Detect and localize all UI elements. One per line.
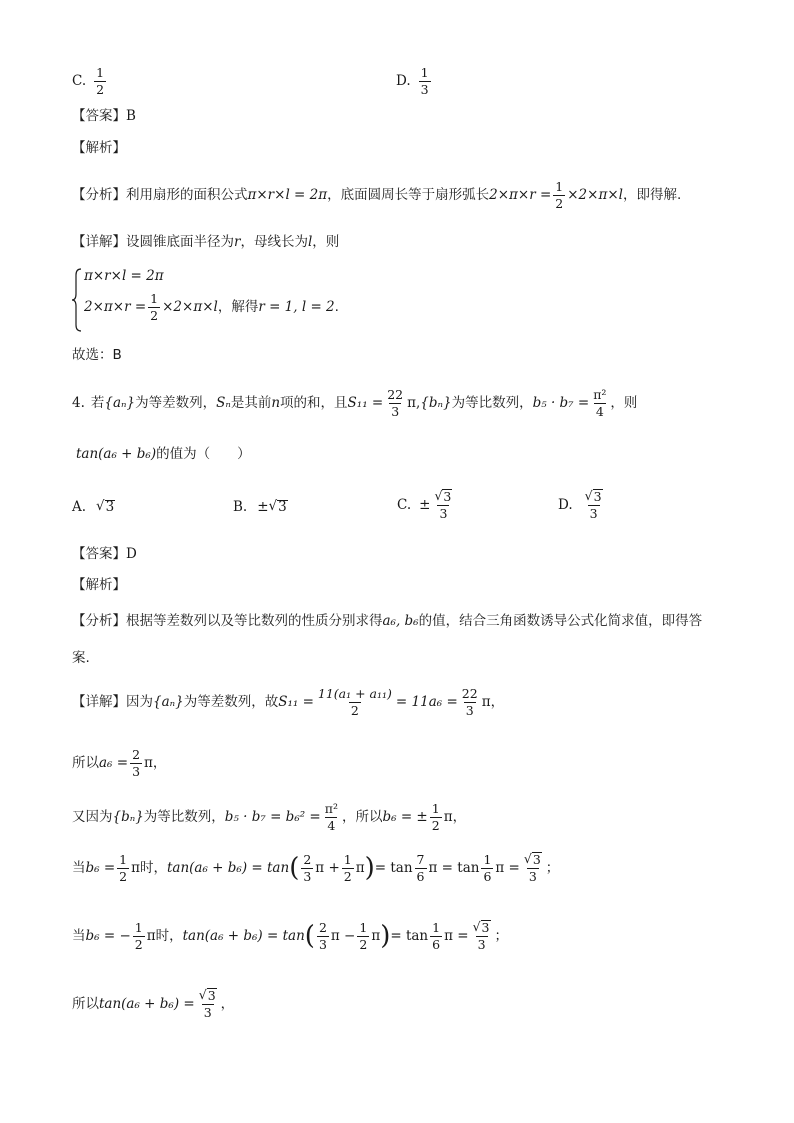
fraction [148, 292, 160, 324]
q4-answer [72, 548, 137, 562]
denominator: 6 [483, 868, 492, 884]
radicand: 3 [532, 852, 541, 867]
text: 所以 [72, 995, 99, 1012]
text: ，所以 [341, 809, 383, 826]
numerator: 2 [318, 919, 327, 935]
text: 的值为（ ） [156, 446, 251, 462]
q4-a6 [72, 748, 166, 780]
math: tan(a₆ + b₆) = tan [167, 859, 290, 876]
math: π [443, 809, 453, 826]
denominator: 2 [431, 818, 440, 834]
math: b₅ · b₇ = [532, 395, 590, 412]
left-paren: ( [289, 853, 300, 884]
fraction [317, 921, 329, 953]
numerator: 7 [416, 851, 425, 867]
fraction [553, 180, 565, 212]
denominator: 2 [150, 308, 159, 324]
math: π [131, 859, 140, 876]
option-label: D. [396, 73, 411, 90]
fenxi-tag: 【分析】 [72, 613, 126, 629]
numerator: 1 [483, 851, 492, 867]
numerator: 1 [432, 919, 441, 935]
text: ，则 [610, 395, 638, 412]
radicand: 3 [443, 489, 452, 504]
text: 为等比数列， [143, 809, 225, 826]
right-paren: ) [364, 853, 375, 884]
text: ，则 [312, 234, 340, 250]
math: {aₙ} [153, 694, 184, 711]
denominator: 4 [327, 818, 336, 834]
numerator: 1 [343, 851, 352, 867]
option-label: C. [72, 73, 87, 90]
numerator: 1 [555, 179, 564, 194]
fraction [419, 66, 431, 98]
math: b₆ = ± [382, 809, 428, 826]
math: π = [444, 927, 469, 944]
math: π [481, 694, 491, 711]
answer-value: B [126, 108, 136, 124]
denominator: 2 [359, 936, 368, 952]
fraction [301, 853, 313, 885]
formula: ×2×π×l [567, 187, 623, 204]
option-label: D. [558, 496, 573, 513]
numerator: 1 [431, 801, 440, 816]
q3-fenxi [72, 180, 681, 212]
q4-case-negative [72, 920, 508, 953]
math: Sₙ [216, 395, 231, 412]
text: . [334, 299, 339, 316]
fraction [130, 748, 142, 780]
numerator: π² [593, 387, 607, 402]
denominator: 6 [432, 936, 441, 952]
fraction [430, 921, 442, 953]
fraction [415, 853, 427, 885]
fraction [481, 853, 493, 885]
denominator: 4 [595, 404, 604, 420]
math: = tan [390, 927, 429, 944]
plus-minus: ± [257, 498, 269, 515]
math: n [271, 395, 281, 412]
math: = 11a₆ = [395, 694, 458, 711]
answer-value: D [126, 546, 137, 562]
numerator: 1 [420, 65, 429, 80]
detail-tag: 【详解】 [72, 694, 126, 711]
left-brace-icon [72, 268, 82, 332]
numerator: 1 [359, 919, 368, 935]
math: tan(a₆ + b₆) [76, 446, 157, 462]
text: 若 [90, 395, 105, 412]
radicand: 3 [593, 489, 602, 504]
choice-text: 故选：B [72, 347, 122, 363]
fraction [323, 802, 340, 834]
text: ； [494, 927, 508, 944]
q3-analysis-tag [72, 142, 126, 156]
detail-tag: 【详解】 [72, 234, 126, 250]
text: 项的和，且 [280, 395, 348, 412]
sqrt: √ 3 [268, 498, 287, 515]
fraction [430, 802, 442, 834]
math: π + [315, 859, 340, 876]
radicand: 3 [207, 988, 216, 1003]
math: b₅ · b₇ = b₆² = [224, 809, 321, 826]
formula: 2×π×r = [489, 187, 552, 204]
q4-stem-line1 [72, 388, 637, 420]
q4-b6 [72, 802, 466, 834]
math: {bₙ} [112, 809, 144, 826]
radicand: 3 [278, 499, 287, 515]
equation: π×r×l = 2π [84, 268, 164, 284]
text: 因为 [126, 694, 153, 711]
fraction [117, 853, 129, 885]
math: π [144, 755, 153, 772]
math: π − [330, 927, 356, 944]
denominator: 3 [420, 82, 429, 98]
numerator: 22 [461, 686, 478, 701]
q4-analysis-tag [72, 579, 126, 593]
denominator: 2 [555, 196, 564, 212]
text: ， [452, 809, 467, 826]
denominator: 3 [132, 764, 141, 780]
denominator: 2 [350, 703, 359, 719]
text: ， [490, 694, 505, 711]
denominator: 3 [203, 1005, 212, 1021]
text: 为等差数列，故 [183, 694, 279, 711]
math: π = tan [428, 859, 480, 876]
q4-option-a [72, 500, 115, 515]
numerator: 2 [132, 747, 141, 762]
numerator: 1 [119, 851, 128, 867]
analysis-tag: 【解析】 [72, 140, 126, 156]
denominator: 3 [303, 868, 312, 884]
numerator: √ 3 [198, 987, 216, 1003]
math: tan(a₆ + b₆) = tan [182, 927, 305, 944]
math: π [355, 859, 365, 876]
math: π, [407, 395, 421, 412]
q4-stem-line2 [76, 448, 251, 462]
numerator: 2 [303, 851, 312, 867]
numerator: 1 [150, 291, 159, 306]
text: ，解得 [217, 299, 259, 316]
text: ，母线长为 [240, 234, 308, 250]
option-label: B. [233, 498, 248, 515]
math: a₆ = [99, 755, 129, 772]
denominator: 3 [439, 506, 448, 522]
math: = tan [374, 859, 413, 876]
math: tan(a₆ + b₆) = [99, 995, 195, 1012]
text: 是其前 [230, 395, 272, 412]
q4-fenxi [72, 615, 702, 629]
text: 的值，结合三角函数诱导公式化简求值，即得答 [418, 613, 703, 629]
q3-option-d [396, 66, 433, 98]
numerator: √ 3 [523, 851, 541, 867]
fraction [342, 853, 354, 885]
left-paren: ( [304, 921, 315, 952]
fraction [316, 687, 394, 719]
q3-system-eq2 [84, 292, 339, 324]
denominator: 3 [477, 937, 486, 953]
fraction [460, 687, 480, 719]
variable: l [307, 234, 313, 250]
text: ， [152, 755, 167, 772]
analysis-tag: 【解析】 [72, 577, 126, 593]
fraction [583, 489, 605, 522]
text: ，即得解. [622, 187, 682, 204]
text: 根据等差数列以及等比数列的性质分别求得 [126, 613, 383, 629]
radicand: 3 [481, 920, 490, 935]
sqrt: √ 3 [96, 498, 115, 515]
right-paren: ) [380, 921, 391, 952]
math: S₁₁ = [278, 694, 314, 711]
numerator: √ 3 [584, 488, 602, 504]
question-number: 4. [72, 395, 85, 412]
math: b₆ = − [85, 927, 131, 944]
text: 当 [72, 927, 86, 944]
fraction [591, 388, 608, 420]
denominator: 3 [318, 936, 327, 952]
text: 又因为 [72, 809, 113, 826]
q4-case-positive [72, 852, 559, 885]
answer-tag: 【答案】 [72, 108, 126, 124]
q4-option-b [233, 500, 288, 515]
q4-conclusion [72, 988, 234, 1021]
q4-fenxi-cont [72, 652, 90, 666]
text: ，底面圆周长等于扇形弧长 [327, 187, 490, 204]
fraction [133, 921, 145, 953]
q3-choice [72, 349, 122, 363]
fraction [432, 489, 454, 522]
text: 为等比数列， [451, 395, 533, 412]
text: 利用扇形的面积公式 [126, 187, 248, 204]
numerator: π² [324, 801, 338, 816]
text: 所以 [72, 755, 99, 772]
denominator: 3 [465, 703, 474, 719]
option-label: C. [397, 496, 412, 513]
q3-option-c [72, 66, 108, 98]
denominator: 6 [416, 868, 425, 884]
equation: ×2×π×l [162, 299, 218, 316]
numerator: 11(a₁ + a₁₁) [317, 686, 392, 701]
plus-minus: ± [419, 496, 431, 513]
text: 案. [72, 650, 90, 666]
math: π [146, 927, 156, 944]
math: {bₙ} [420, 395, 452, 412]
numerator: 1 [96, 65, 105, 80]
text: ， [220, 995, 235, 1012]
fenxi-tag: 【分析】 [72, 187, 126, 204]
equation: 2×π×r = [84, 299, 147, 316]
numerator: 22 [387, 387, 404, 402]
formula: π×r×l = 2π [247, 187, 328, 204]
text: 当 [72, 859, 86, 876]
q3-system-eq1 [84, 270, 164, 284]
q4-option-c [397, 489, 456, 522]
math: a₆, b₆ [382, 613, 419, 629]
denominator: 2 [96, 82, 105, 98]
q4-detail-s11 [72, 687, 504, 719]
math: π [371, 927, 381, 944]
q3-detail [72, 236, 339, 250]
denominator: 3 [589, 506, 598, 522]
radicand: 3 [105, 499, 115, 515]
denominator: 3 [391, 404, 400, 420]
text: 时， [155, 927, 183, 944]
answer-tag: 【答案】 [72, 546, 126, 562]
fraction [94, 66, 106, 98]
text: ； [545, 859, 560, 876]
fraction [385, 388, 405, 420]
q3-answer [72, 110, 136, 124]
text: 设圆锥底面半径为 [126, 234, 234, 250]
math: {aₙ} [104, 395, 136, 412]
text: 时， [140, 859, 167, 876]
fraction [357, 921, 369, 953]
denominator: 2 [343, 868, 352, 884]
fraction [471, 920, 493, 953]
denominator: 2 [134, 936, 143, 952]
variable: r [234, 234, 241, 250]
denominator: 2 [119, 868, 128, 884]
denominator: 3 [528, 869, 537, 885]
math: S₁₁ = [347, 395, 384, 412]
q4-option-d [558, 489, 607, 522]
fraction [522, 852, 544, 885]
text: 为等差数列， [135, 395, 217, 412]
numerator: √ 3 [472, 919, 490, 935]
numerator: √ 3 [434, 488, 452, 504]
result: r = 1, l = 2 [258, 299, 335, 316]
math: b₆ = [85, 859, 116, 876]
numerator: 1 [134, 919, 143, 935]
math: π = [495, 859, 520, 876]
fraction [197, 988, 219, 1021]
option-label: A. [72, 498, 87, 515]
